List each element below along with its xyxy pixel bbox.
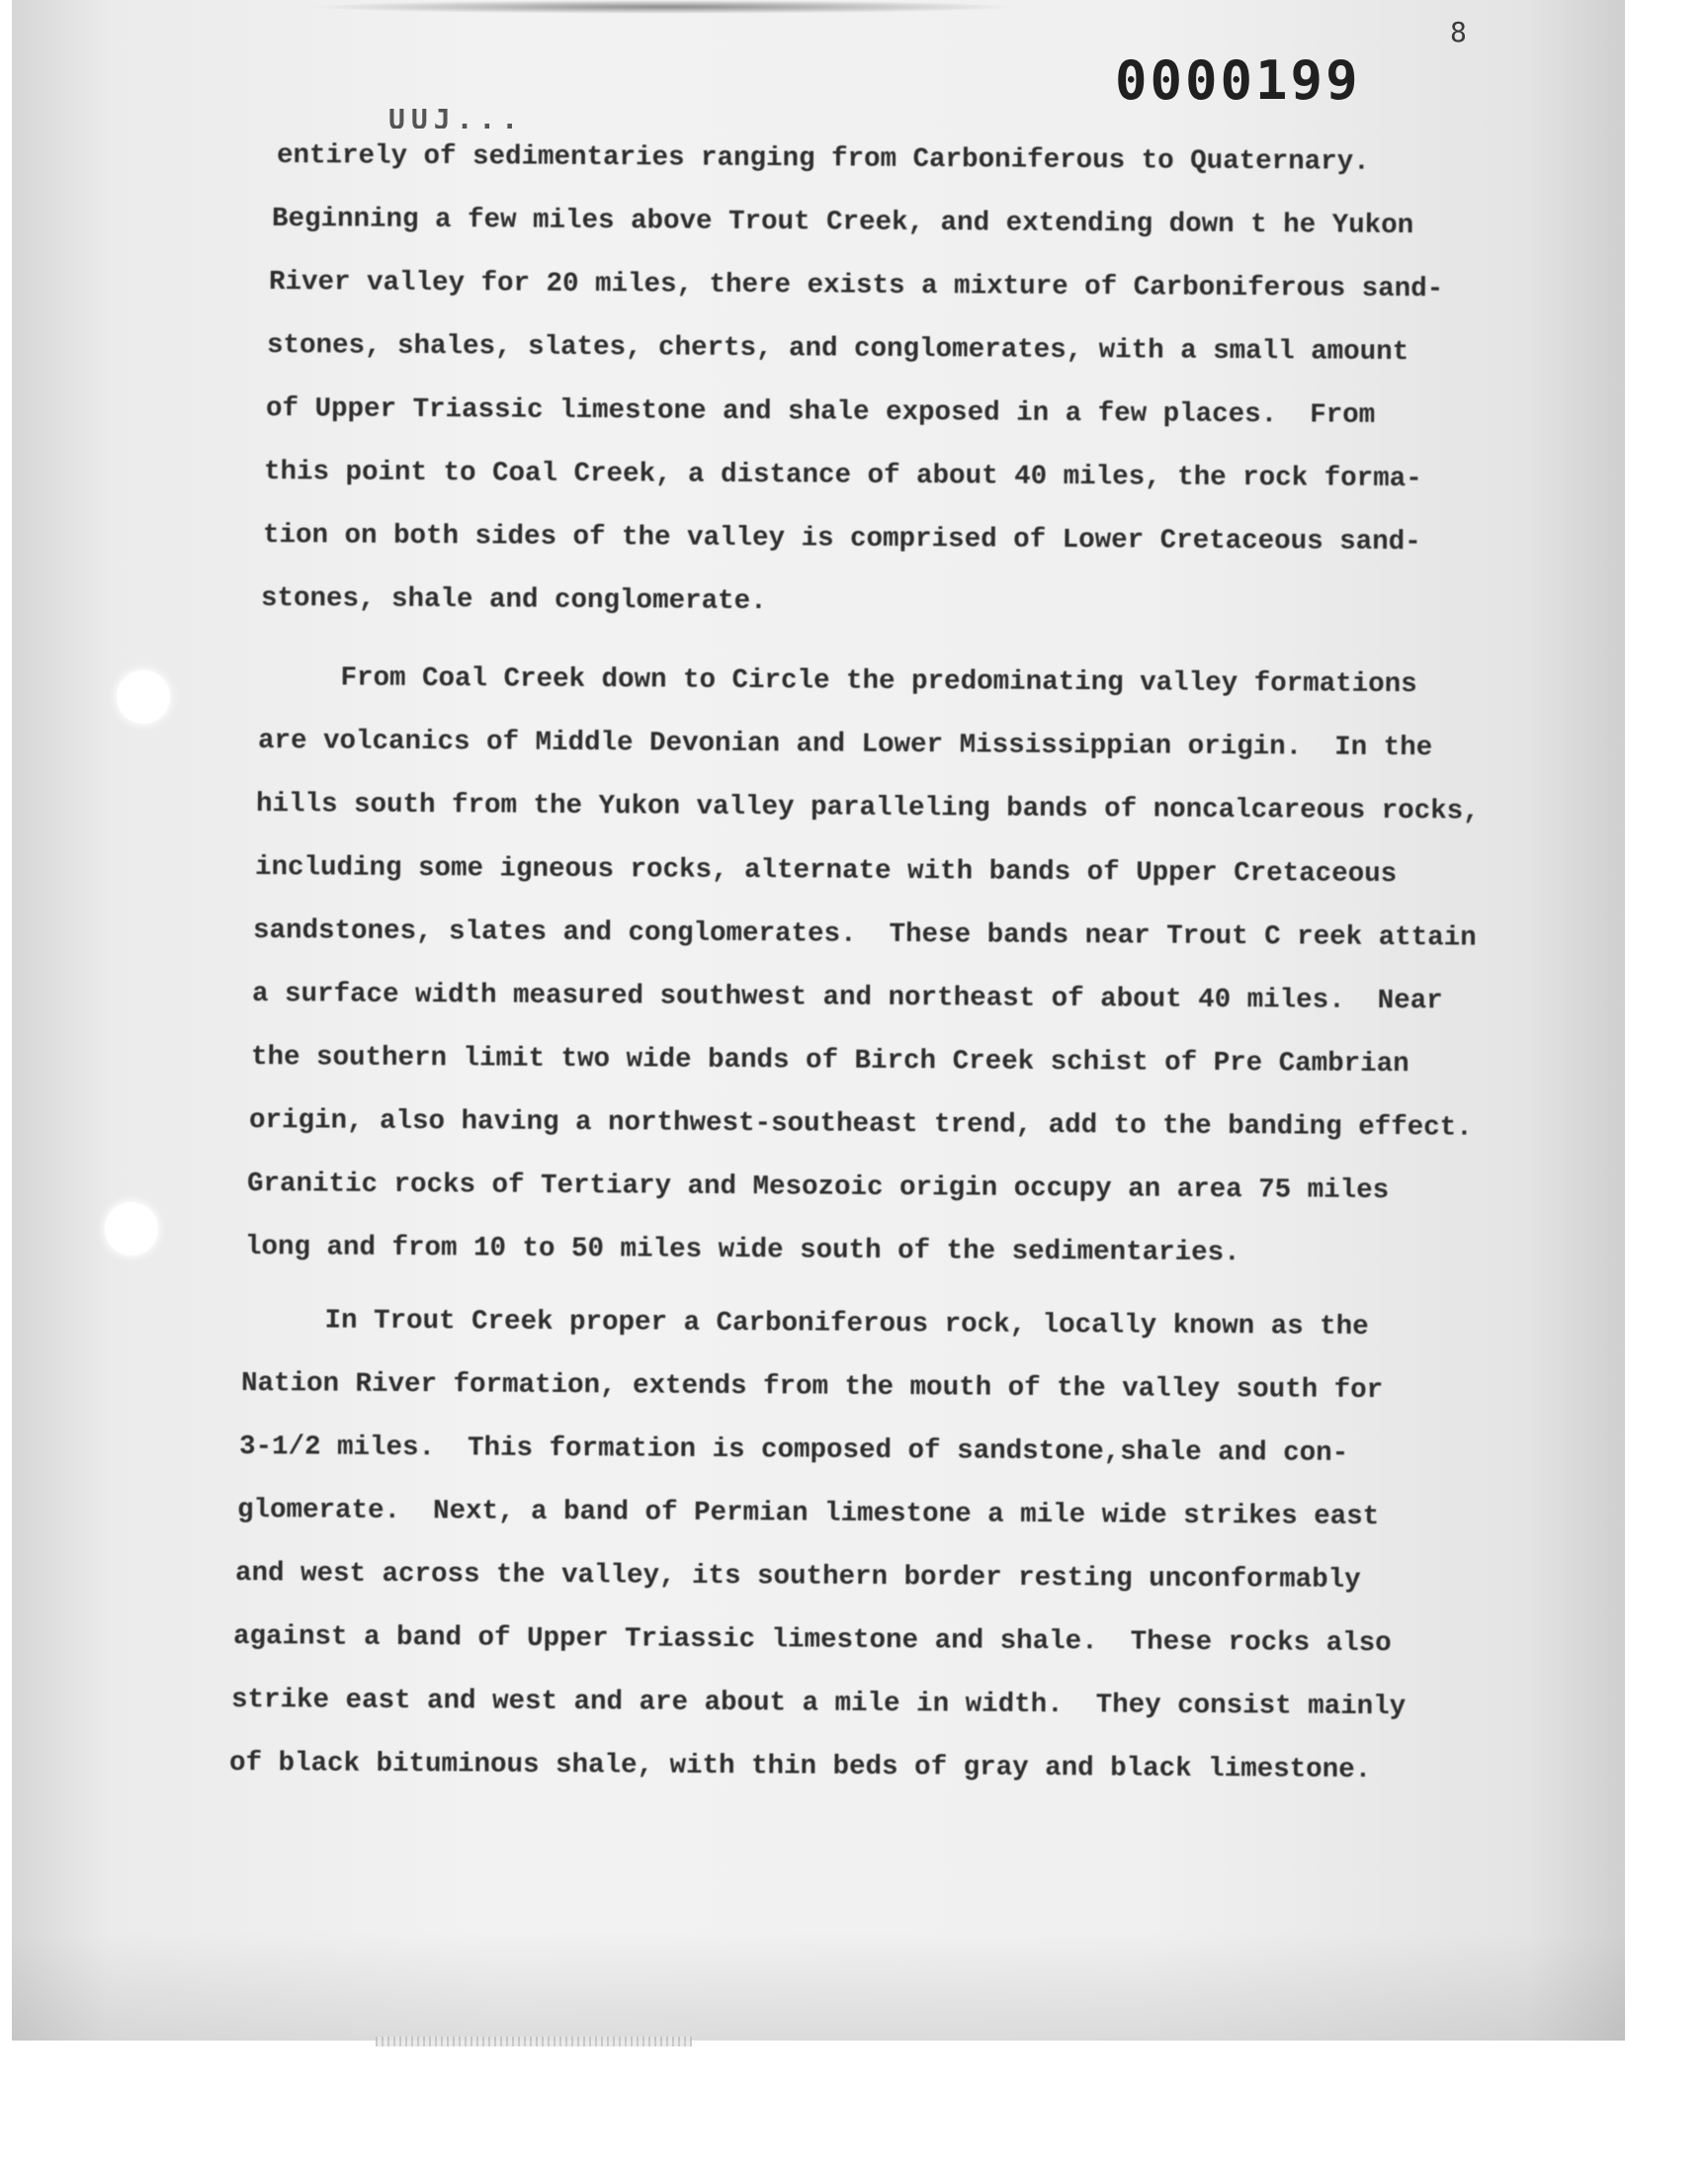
- text-line: of Upper Triassic limestone and shale exposed in a few places. From: [265, 393, 1376, 431]
- punch-hole-upper: [117, 670, 170, 724]
- text-line: 3-1/2 miles. This formation is composed of sandstone,shale and con-: [238, 1432, 1349, 1469]
- text-line: tion on both sides of the valley is comprised of Lower Cretaceous sand-: [262, 520, 1421, 559]
- page-number: 8: [1450, 16, 1467, 48]
- text-line: entirely of sedimentaries ranging from Carboniferous to Quaternary.: [276, 140, 1370, 178]
- text-line: hills south from the Yukon valley paralleling bands of noncalcareous rocks,: [255, 789, 1480, 827]
- text-line: Beginning a few miles above Trout Creek, and extending down t he Yukon: [271, 204, 1414, 242]
- text-line: Granitic rocks of Tertiary and Mesozoic origin occupy an area 75 miles: [246, 1169, 1390, 1207]
- text-line: strike east and west and are about a mile in width. They consist mainly: [230, 1685, 1407, 1723]
- text-line: From Coal Creek down to Circle the predominating valley formations: [258, 662, 1417, 701]
- text-line: this point to Coal Creek, a distance of about 40 miles, the rock forma-: [263, 457, 1422, 495]
- text-line: sandstones, slates and conglomerates. These bands near Trout C reek attain: [252, 915, 1477, 954]
- top-edge-shadow: [308, 0, 1020, 14]
- text-line: the southern limit two wide bands of Birch Creek schist of Pre Cambrian: [250, 1042, 1409, 1081]
- faded-header-fragment: UUJ...: [388, 103, 525, 129]
- text-line: origin, also having a northwest-southeast trend, add to the banding effect.: [248, 1105, 1473, 1144]
- text-line: including some igneous rocks, alternate with bands of Upper Cretaceous: [254, 852, 1398, 891]
- text-line: stones, shales, slates, cherts, and conglomerates, with a small amount: [266, 330, 1409, 369]
- paper-sheet: [12, 0, 1625, 2041]
- text-line: glomerate. Next, a band of Permian limestone a mile wide strikes east: [236, 1495, 1380, 1533]
- text-line: stones, shale and conglomerate.: [260, 583, 767, 618]
- document-stamp-number: 0000199: [1115, 49, 1361, 112]
- text-line: River valley for 20 miles, there exists a mixture of Carboniferous sand-: [268, 267, 1444, 305]
- text-line: are volcanics of Middle Devonian and Lower Mississippian origin. In the: [257, 726, 1433, 764]
- scanner-edge-artifact: [376, 2037, 692, 2046]
- punch-hole-lower: [105, 1202, 158, 1256]
- text-line: Nation River formation, extends from the mouth of the valley south for: [240, 1368, 1384, 1407]
- text-line: In Trout Creek proper a Carboniferous rock, locally known as the: [242, 1305, 1369, 1343]
- text-line: a surface width measured southwest and northeast of about 40 miles. Near: [251, 979, 1443, 1017]
- text-line: long and from 10 to 50 miles wide south of the sedimentaries.: [244, 1232, 1240, 1269]
- text-line: and west across the valley, its southern border resting unconformably: [234, 1558, 1361, 1596]
- text-line: of black bituminous shale, with thin beds of gray and black limestone.: [228, 1748, 1372, 1786]
- text-line: against a band of Upper Triassic limestone and shale. These rocks also: [232, 1621, 1392, 1660]
